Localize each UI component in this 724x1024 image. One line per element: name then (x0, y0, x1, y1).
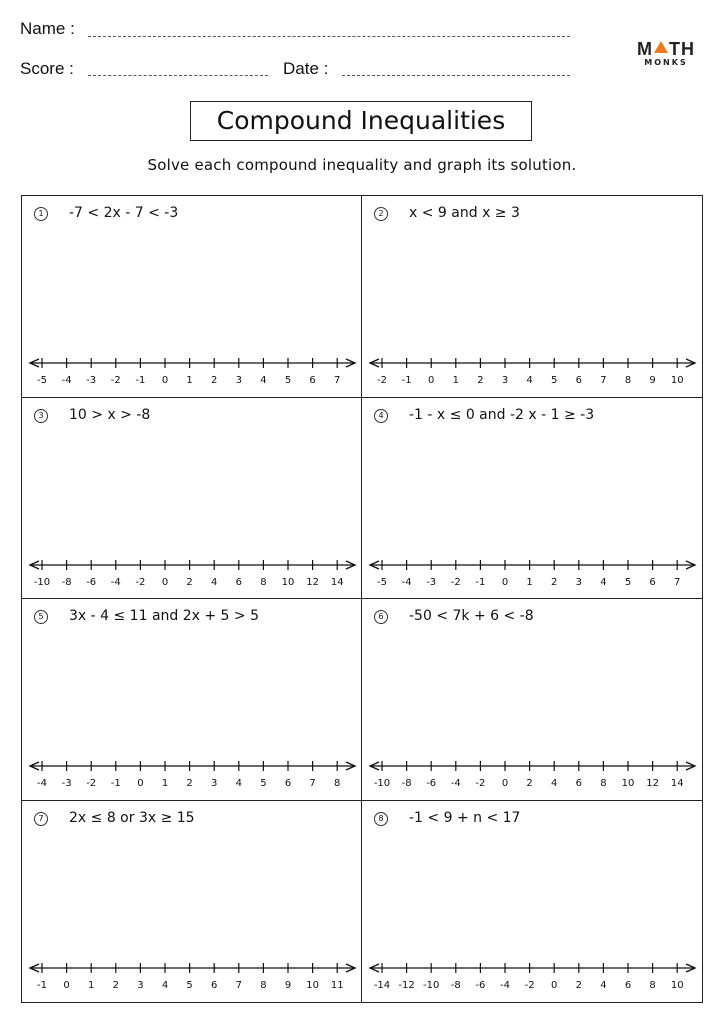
problem-cell-4[interactable] (362, 398, 702, 600)
tick-label: -3 (61, 778, 72, 789)
number-line[interactable] (22, 757, 363, 791)
score-label: Score : (20, 59, 74, 78)
tick-label: 14 (670, 778, 684, 789)
number-line-svg (22, 354, 363, 388)
tick-label: 10 (281, 576, 295, 588)
tick-label: -10 (373, 778, 391, 789)
problem-number: 1 (34, 207, 48, 221)
tick-label: 0 (501, 778, 509, 789)
tick-label: 7 (674, 576, 681, 588)
tick-label: -5 (37, 375, 47, 386)
tick-label: 0 (161, 576, 169, 588)
tick-label: 4 (161, 979, 169, 991)
problem-cell-2[interactable] (362, 196, 702, 398)
number-line-svg (362, 354, 703, 388)
tick-label: 3 (575, 576, 582, 588)
tick-label: 4 (260, 375, 267, 386)
name-line[interactable] (88, 36, 570, 37)
tick-label: 8 (600, 778, 607, 789)
tick-label: -4 (37, 778, 47, 789)
problem-text: x < 9 and x ≥ 3 (409, 205, 520, 221)
problem-number: 6 (374, 610, 388, 624)
logo-triangle-icon (654, 41, 668, 53)
tick-label: -8 (61, 576, 72, 588)
instructions: Solve each compound inequality and graph its solution. (147, 156, 577, 174)
problem-text: 10 > x > -8 (69, 406, 151, 423)
tick-label: -4 (401, 576, 412, 588)
problem-text: -1 < 9 + n < 17 (409, 809, 521, 826)
number-line[interactable] (362, 959, 703, 993)
tick-label: 4 (600, 576, 607, 588)
tick-label: 0 (551, 979, 558, 991)
tick-label: 1 (526, 576, 533, 588)
tick-label: -1 (110, 778, 121, 789)
problem-text: -1 - x ≤ 0 and -2 x - 1 ≥ -3 (409, 406, 595, 423)
logo-monks-text: MONKS (644, 58, 688, 67)
tick-label: 0 (501, 576, 509, 588)
number-line-svg (22, 757, 363, 791)
tick-label: 11 (330, 979, 344, 991)
problem-text: 3x - 4 ≤ 11 and 2x + 5 > 5 (69, 608, 260, 624)
tick-label: 1 (452, 375, 459, 386)
tick-label: 4 (235, 778, 242, 789)
tick-label: 2 (526, 778, 533, 789)
tick-label: 4 (600, 979, 607, 991)
problem-cell-7[interactable] (22, 801, 362, 1003)
problem-cell-5[interactable] (22, 599, 362, 801)
tick-label: 5 (551, 375, 558, 386)
tick-label: -4 (110, 576, 121, 588)
problem-text: 2x ≤ 8 or 3x ≥ 15 (69, 809, 195, 826)
problem-number: 7 (34, 812, 48, 826)
tick-label: 8 (260, 979, 267, 991)
tick-label: 5 (260, 778, 267, 789)
tick-label: 8 (260, 576, 267, 588)
logo-math-text-start: M (637, 39, 653, 59)
score-line[interactable] (88, 75, 268, 76)
tick-label: -3 (426, 576, 437, 588)
tick-label: -8 (450, 979, 461, 991)
tick-label: 10 (306, 979, 319, 991)
tick-label: 2 (186, 576, 193, 588)
number-line[interactable] (362, 757, 703, 791)
number-line-svg (362, 959, 703, 993)
problem-cell-6[interactable] (362, 599, 702, 801)
tick-label: -10 (423, 979, 440, 991)
tick-label: 10 (621, 778, 635, 789)
tick-label: -2 (86, 778, 97, 789)
problem-number: 4 (374, 409, 388, 423)
tick-label: -14 (373, 979, 391, 991)
number-line[interactable] (22, 354, 363, 388)
number-line[interactable] (362, 354, 703, 388)
tick-label: 0 (137, 778, 144, 789)
tick-label: 2 (575, 979, 582, 991)
tick-label: 1 (88, 979, 95, 991)
logo-math-text-end: TH (669, 39, 695, 59)
tick-label: 6 (235, 576, 242, 588)
tick-label: 4 (211, 576, 218, 588)
tick-label: 0 (161, 375, 169, 386)
tick-label: 7 (309, 778, 316, 789)
tick-label: 2 (112, 979, 119, 991)
tick-label: 2 (186, 778, 193, 789)
worksheet-title: Compound Inequalities (190, 101, 532, 141)
name-label: Name : (20, 19, 75, 38)
problem-number: 2 (374, 207, 388, 221)
tick-label: -1 (475, 576, 486, 588)
tick-label: 2 (211, 375, 218, 386)
number-line[interactable] (22, 959, 363, 993)
tick-label: 2 (477, 375, 484, 386)
tick-label: 5 (186, 979, 193, 991)
tick-label: -2 (135, 576, 146, 588)
tick-label: 6 (284, 778, 292, 789)
tick-label: 6 (575, 778, 582, 789)
tick-label: 9 (649, 375, 656, 386)
tick-label: 2 (551, 576, 558, 588)
tick-label: 7 (334, 375, 341, 386)
tick-label: -1 (37, 979, 47, 991)
tick-label: 6 (624, 979, 632, 991)
tick-label: -3 (86, 375, 97, 386)
tick-label: -10 (33, 576, 51, 588)
number-line-svg (22, 556, 363, 590)
problem-cell-1[interactable] (22, 196, 362, 398)
problem-text: -50 < 7k + 6 < -8 (409, 608, 534, 624)
number-line-svg (362, 556, 703, 590)
tick-label: -6 (86, 576, 97, 588)
tick-label: 10 (670, 375, 684, 386)
tick-label: 3 (211, 778, 218, 789)
tick-label: 6 (649, 576, 656, 588)
tick-label: -2 (475, 778, 486, 789)
tick-label: 8 (334, 778, 341, 789)
problem-number: 3 (34, 409, 48, 423)
tick-label: 14 (330, 576, 344, 588)
problem-text: -7 < 2x - 7 < -3 (69, 205, 179, 221)
tick-label: 1 (186, 375, 193, 386)
date-label: Date : (283, 59, 329, 78)
tick-label: 3 (137, 979, 144, 991)
tick-label: 3 (501, 375, 509, 386)
tick-label: 5 (624, 576, 632, 588)
number-line-svg (362, 757, 703, 791)
tick-label: 8 (649, 979, 656, 991)
tick-label: 0 (63, 979, 70, 991)
tick-label: -12 (398, 979, 415, 991)
tick-label: -1 (135, 375, 146, 386)
tick-label: -8 (401, 778, 412, 789)
problem-grid (21, 195, 703, 1003)
tick-label: -1 (401, 375, 412, 386)
tick-label: 6 (211, 979, 218, 991)
number-line-svg (22, 959, 363, 993)
math-monks-logo (635, 40, 697, 68)
tick-label: 12 (646, 778, 659, 789)
problem-number: 8 (374, 812, 388, 826)
tick-label: 0 (428, 375, 435, 386)
tick-label: 5 (284, 375, 292, 386)
tick-label: 4 (551, 778, 558, 789)
tick-label: -6 (475, 979, 486, 991)
tick-label: -2 (524, 979, 535, 991)
tick-label: 10 (670, 979, 684, 991)
tick-label: 3 (235, 375, 242, 386)
tick-label: 1 (161, 778, 169, 789)
tick-label: -4 (61, 375, 72, 386)
tick-label: -5 (377, 576, 387, 588)
tick-label: -4 (500, 979, 510, 991)
tick-label: 7 (235, 979, 242, 991)
tick-label: -2 (377, 375, 387, 386)
tick-label: -2 (110, 375, 121, 386)
tick-label: 7 (600, 375, 607, 386)
problem-cell-8[interactable] (362, 801, 702, 1003)
tick-label: -6 (426, 778, 437, 789)
problem-number: 5 (34, 610, 48, 624)
tick-label: 12 (306, 576, 319, 588)
tick-label: 6 (309, 375, 316, 386)
tick-label: -4 (450, 778, 461, 789)
tick-label: 4 (526, 375, 533, 386)
problem-cell-3[interactable] (22, 398, 362, 600)
tick-label: -2 (450, 576, 461, 588)
number-line[interactable] (362, 556, 703, 590)
tick-label: 8 (624, 375, 632, 386)
tick-label: 6 (575, 375, 582, 386)
number-line[interactable] (22, 556, 363, 590)
tick-label: 9 (284, 979, 292, 991)
date-line[interactable] (342, 75, 570, 76)
